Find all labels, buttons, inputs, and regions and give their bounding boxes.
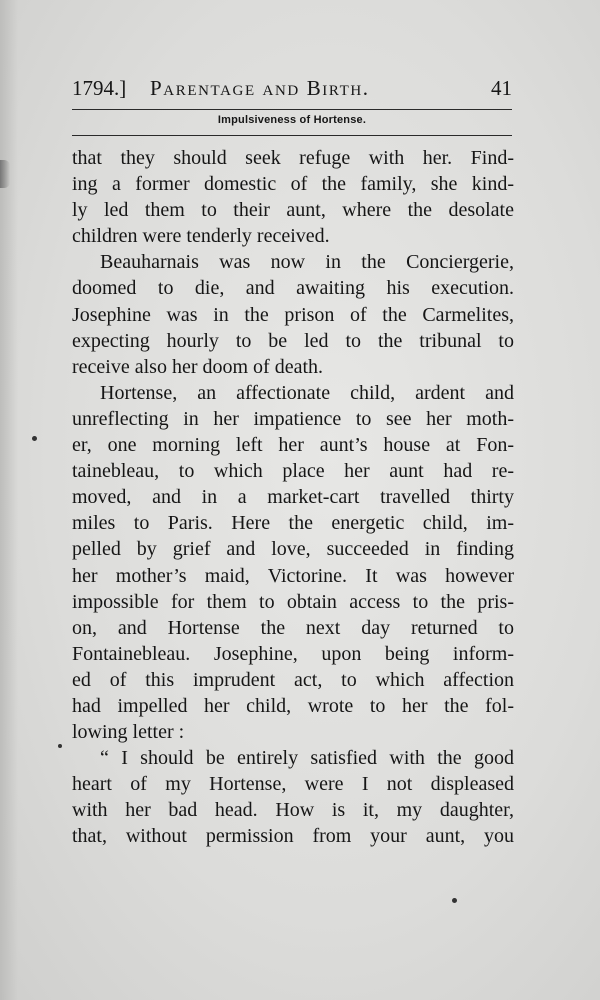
text-line: on, and Hortense the next day returned to [72, 616, 514, 639]
text-line: Hortense, an affectionate child, ardent and [100, 381, 514, 404]
text-line: er, one morning left her aunt’s house at Fon- [72, 434, 514, 457]
text-line: had impelled her child, wrote to her the fol- [72, 694, 514, 717]
text-line: receive also her doom of death. [72, 355, 324, 378]
text-line: heart of my Hortense, were I not displeased [72, 773, 514, 796]
text-line: her mother’s maid, Victorine. It was however [72, 564, 514, 587]
subtitle-rule [72, 135, 512, 136]
header-title: Parentage and Birth. [150, 76, 370, 100]
running-header [72, 76, 514, 106]
text-line: Josephine was in the prison of the Carmelites, [72, 303, 514, 326]
ink-speck [58, 744, 62, 748]
text-line: ed of this imprudent act, to which affection [72, 668, 514, 691]
header-year: 1794.] [72, 76, 127, 100]
text-line: doomed to die, and awaiting his execution. [72, 277, 514, 300]
text-line: ing a former domestic of the family, she kind- [72, 173, 514, 196]
text-line: tainebleau, to which place her aunt had re- [72, 460, 514, 483]
text-line: pelled by grief and love, succeeded in finding [72, 538, 514, 561]
text-line: “ I should be entirely satisfied with the good [100, 747, 514, 770]
text-line: with her bad head. How is it, my daughter, [72, 799, 514, 822]
binding-shadow [0, 0, 18, 1000]
section-subtitle: Impulsiveness of Hortense. [217, 114, 367, 126]
text-line: expecting hourly to be led to the tribunal to [72, 329, 514, 352]
header-rule [72, 109, 512, 110]
text-line: that they should seek refuge with her. Find- [72, 147, 514, 169]
text-line: moved, and in a market-cart travelled thirty [72, 486, 514, 509]
text-line: that, without permission from your aunt, you [72, 825, 514, 848]
ink-speck [32, 436, 37, 441]
text-line: impossible for them to obtain access to the pris- [72, 590, 514, 613]
body-text [72, 145, 514, 850]
margin-mark [0, 160, 10, 188]
text-line: Beauharnais was now in the Conciergerie, [100, 251, 514, 274]
text-line: ly led them to their aunt, where the desolate [72, 199, 514, 222]
text-line: unreflecting in her impatience to see her moth- [72, 407, 514, 430]
text-line: children were tenderly received. [72, 225, 330, 248]
text-line: lowing letter : [72, 721, 185, 744]
ink-speck [452, 898, 457, 903]
text-line: Fontainebleau. Josephine, upon being inform- [72, 642, 514, 665]
page-number: 41 [491, 76, 512, 100]
text-line: miles to Paris. Here the energetic child, im- [72, 512, 514, 535]
